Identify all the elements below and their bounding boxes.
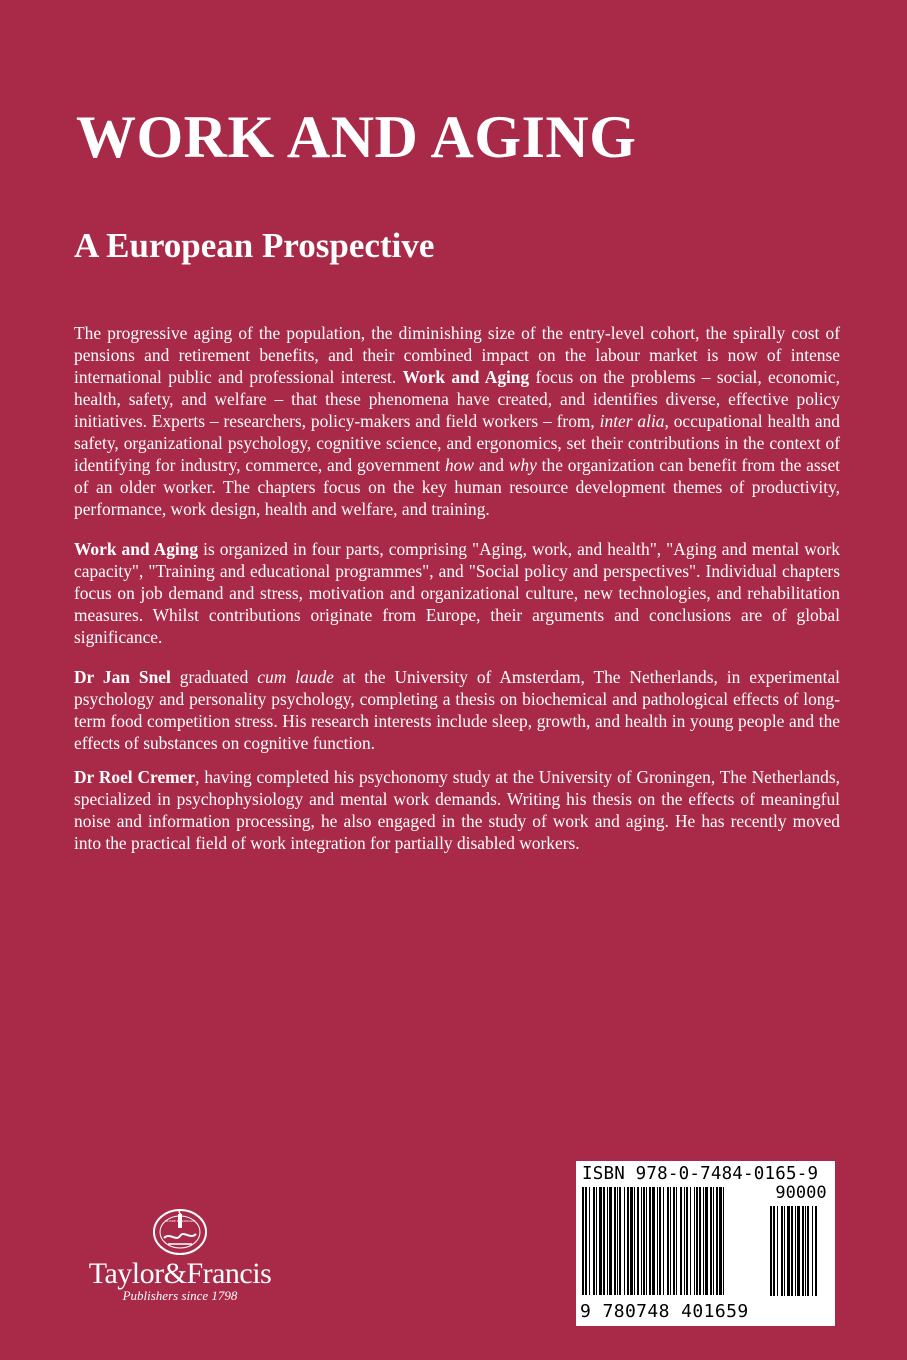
- barcode-bar: [686, 1187, 688, 1295]
- barcode-bar: [585, 1187, 587, 1295]
- ean-digits-text: 9 780748 401659: [580, 1301, 749, 1322]
- book-title: WORK AND AGING: [76, 104, 637, 170]
- barcode-bar: [797, 1206, 800, 1296]
- barcode-bar: [705, 1187, 708, 1295]
- publisher-logo: [68, 1206, 292, 1310]
- author-bio-cremer: Dr Roel Cremer, having completed his psychonomy study at the University of Groningen, The Netherlands, specialized in psychophysiology and mental work demands. Writing his thesis on the effects of meaningful noise and information processing, he also engaged in the study of work and aging. He has recently moved into the practical field of work integration for partially disabled workers.: [74, 767, 840, 853]
- barcode-bar: [634, 1187, 635, 1295]
- barcode-bar: [607, 1187, 608, 1295]
- barcode-bar: [812, 1206, 813, 1296]
- barcode-bar: [582, 1187, 584, 1295]
- barcode-bar: [599, 1187, 602, 1295]
- barcode-bar: [699, 1187, 701, 1295]
- barcode-bar: [649, 1187, 651, 1295]
- barcode-bar: [713, 1187, 714, 1295]
- isbn-barcode: [576, 1161, 835, 1326]
- publisher-name: Taylor&Francis: [88, 1257, 272, 1290]
- author-bio-snel: Dr Jan Snel graduated cum laude at the University of Amsterdam, The Netherlands, in experimental psychology and personality psychology, completing a thesis on biochemical and pathological effects of long-term food competition stress. His research interests include sleep, growth, and health in young people and the effects of substances on cognitive function.: [74, 667, 841, 753]
- price-code-text: 90000: [775, 1183, 827, 1203]
- barcode-bar: [617, 1187, 618, 1295]
- barcode-bar: [795, 1206, 796, 1296]
- barcode-bar: [815, 1206, 817, 1296]
- barcode-bar: [784, 1206, 785, 1296]
- barcode-bar: [696, 1187, 698, 1295]
- barcode-bar: [637, 1187, 639, 1295]
- author-name: Dr Roel Cremer: [74, 767, 196, 787]
- book-subtitle: A European Prospective: [74, 226, 435, 265]
- barcode-bar: [680, 1187, 682, 1295]
- book-name-bold: Work and Aging: [402, 367, 530, 387]
- back-cover-text: [74, 322, 840, 872]
- barcode-bar: [690, 1187, 691, 1295]
- barcode-bar: [663, 1187, 664, 1295]
- isbn-text: ISBN 978-0-7484-0165-9: [582, 1164, 819, 1184]
- barcode-bar: [694, 1187, 695, 1295]
- barcode-bar: [773, 1206, 775, 1296]
- barcode-bar: [609, 1187, 612, 1295]
- book-name-bold: Work and Aging: [74, 539, 199, 559]
- barcode-bar: [710, 1187, 712, 1295]
- barcode-bar: [630, 1187, 633, 1295]
- svg-text:ALERE FLAMMAM: ALERE FLAMMAM: [164, 1219, 196, 1223]
- barcode-bar: [627, 1187, 629, 1295]
- barcode-bar: [673, 1187, 675, 1295]
- barcode-bar: [652, 1187, 655, 1295]
- barcode-bar: [670, 1187, 671, 1295]
- barcode-bar: [657, 1187, 658, 1295]
- barcode-bar: [777, 1206, 778, 1296]
- barcode-bar: [787, 1206, 790, 1296]
- barcode-bar: [684, 1187, 685, 1295]
- barcode-bar: [676, 1187, 677, 1295]
- author-name: Dr Jan Snel: [74, 667, 171, 687]
- barcode-bar: [723, 1187, 724, 1295]
- barcode-bar: [624, 1187, 625, 1295]
- description-paragraph-1: The progressive aging of the population, the diminishing size of the entry-level cohort, the spirally cost of pensions and retirement benefits, and their combined impact on the labour market is now of intense international public and professional interest. Work and Aging focus on the problems – social, economic, health, safety, and welfare – that these phenomena have created, and identifies diverse, effective policy initiatives. Experts – researchers, policy-makers and field workers – from, inter alia, occupational health and safety, organizational psychology, cognitive science, and ergonomics, set their contributions in the context of identifying for industry, commerce, and government how and why the organization can benefit from the asset of an older worker. The chapters focus on the key human resource development themes of productivity, performance, work design, health and welfare, and training.: [74, 323, 840, 519]
- barcode-bar: [802, 1206, 804, 1296]
- barcode-bar: [646, 1187, 647, 1295]
- barcode-bar: [641, 1187, 642, 1295]
- addon-barcode-bars: [770, 1206, 830, 1301]
- barcode-bar: [589, 1187, 590, 1295]
- seal-icon: [150, 1206, 210, 1256]
- barcode-bar: [603, 1187, 605, 1295]
- barcode-bar: [619, 1187, 621, 1295]
- publisher-tagline: Publishers since 1798: [122, 1288, 238, 1303]
- barcode-bar: [791, 1206, 793, 1296]
- barcode-bar: [667, 1187, 669, 1295]
- barcode-bar: [807, 1206, 809, 1296]
- barcode-bar: [614, 1187, 616, 1295]
- barcode-bar: [596, 1187, 597, 1295]
- description-paragraph-2: Work and Aging is organized in four parts, comprising "Aging, work, and health", "Aging and mental work capacity", "Training and educational programmes", and "Social policy and perspectives". Individual chapters focus on job demand and stress, motivation and organizational culture, new technologies, and rehabilitation measures. Whilst contributions originate from Europe, their arguments and conclusions are of global significance.: [74, 539, 840, 647]
- ean-barcode-bars: [582, 1187, 766, 1301]
- barcode-bar: [643, 1187, 645, 1295]
- barcode-bar: [659, 1187, 661, 1295]
- barcode-bar: [593, 1187, 595, 1295]
- barcode-bar: [703, 1187, 704, 1295]
- barcode-bar: [719, 1187, 722, 1295]
- barcode-bar: [781, 1206, 783, 1296]
- barcode-bar: [770, 1206, 772, 1296]
- barcode-bar: [716, 1187, 718, 1295]
- barcode-bar: [805, 1206, 806, 1296]
